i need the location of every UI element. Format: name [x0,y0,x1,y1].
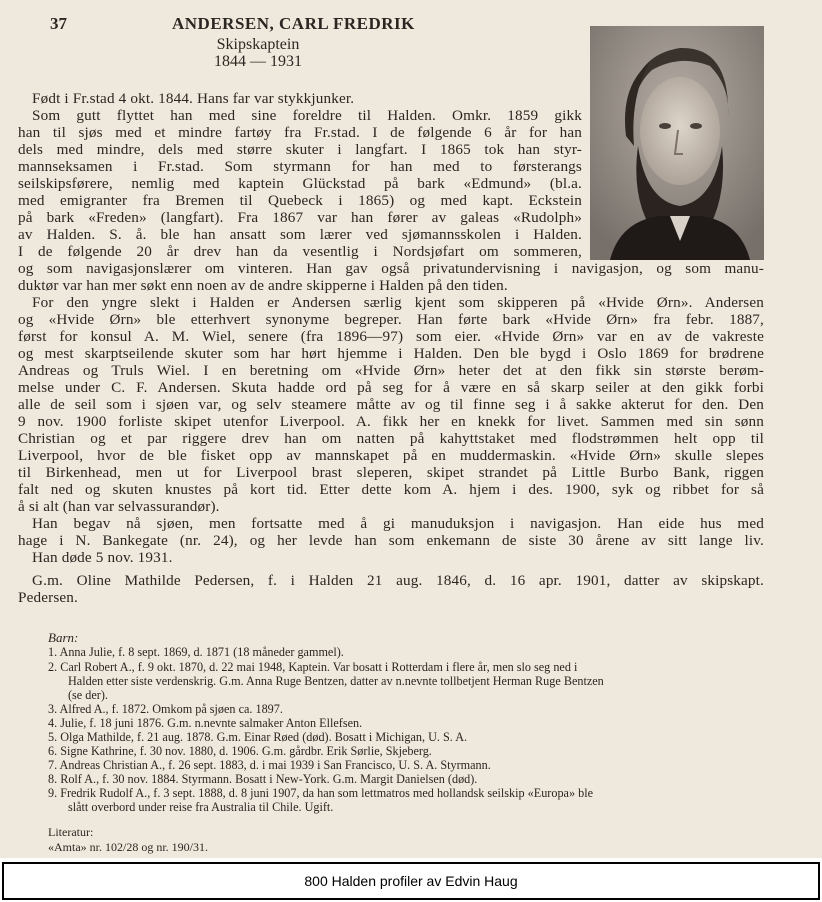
bio-line: dels med mindre, dels med større skuter i langfart. I 1865 tok han styr- [18,141,582,158]
child-line: 2. Carl Robert A., f. 9 okt. 1870, d. 22 mai 1948, Kaptein. Var bosatt i Rotterdam i flere år, men slo seg ned i [48,660,578,674]
child-line: 7. Andreas Christian A., f. 26 sept. 1883, d. i mai 1939 i San Francisco, U. S. A. Styrmann. [48,758,491,772]
bio-line: på bark «Freden» (langfart). Fra 1867 var han fører av galeas «Rudolph» [18,209,582,226]
children-heading: Barn: [48,630,79,645]
bio-line: Han begav nå sjøen, men fortsatte med å gi manuduksjon i navigasjon. Han eide hus med [32,515,764,532]
literature-heading: Literatur: [48,825,94,839]
child-line: 6. Signe Kathrine, f. 30 nov. 1880, d. 1906. G.m. gårdbr. Erik Sørlie, Skjeberg. [48,744,432,758]
bio-line: av Halden. S. å. ble han ansatt som lærer ved sjømannsskolen i Halden. [18,226,582,243]
bio-line: Født i Fr.stad 4 okt. 1844. Hans far var stykkjunker. [32,90,355,107]
child-line: 1. Anna Julie, f. 8 sept. 1869, d. 1871 (18 måneder gammel). [48,645,344,659]
child-line: 4. Julie, f. 18 juni 1876. G.m. n.nevnte salmaker Anton Ellefsen. [48,716,363,730]
child-line: slått overbord under reise fra Australia til Chile. Ugift. [68,800,334,814]
bio-line: først for konsul A. M. Wiel, senere (fra 1896—97) som eier. «Hvide Ørn» var en av de vakreste [18,328,764,345]
bio-line: Liverpool, hvor de ble fisket opp av mannskapet på en muddermaskin. «Hvide Ørn» skulle slepes [18,447,764,464]
caption-box [2,862,820,900]
bio-line: Han døde 5 nov. 1931. [32,549,173,566]
bio-line: hage i N. Bankegate (nr. 24), og her levde han som enkemann de siste 30 årene av sitt lange liv. [18,532,764,549]
bio-line: med emigranter fra Bremen til Quebeck i 1865) og med kapt. Eckstein [18,192,582,209]
bio-line: alle de seil som i sjøen var, og selv steamere måtte av og til finne seg i å sakke akterut for den. Den [18,396,764,413]
bio-line: Andreas og Truls Wiel. I en beretning om «Hvide Ørn» heter det at den fikk sin største berøm- [18,362,764,379]
bio-line: G.m. Oline Mathilde Pedersen, f. i Halden 21 aug. 1846, d. 16 apr. 1901, datter av skipskapt. [32,572,764,589]
child-line: (se der). [68,688,108,702]
bio-line: og «Hvide Ørn» ble etterhvert synonyme begreper. Han førte bark «Hvide Ørn» fra febr. 1887, [18,311,764,328]
bio-line: Pedersen. [18,589,78,606]
entry-number: 37 [50,14,67,33]
bio-line: og mest skarptseilende skuter som har hørt hjemme i Halden. Den ble bygd i Oslo 1869 for brødrene [18,345,764,362]
bio-line: seilskipsførere, nemlig med kaptein Glückstad på bark «Edmund» (bl.a. [18,175,582,192]
child-line: 8. Rolf A., f. 30 nov. 1884. Styrmann. Bosatt i New-York. G.m. Margit Danielsen (død). [48,772,478,786]
portrait-photo [590,26,764,260]
occupation: Skipskaptein [216,36,300,53]
bio-line: 9 nov. 1900 forliste skipet utenfor Liverpool. A. fikk her en knekk for livet. Sammen med sin sønn [18,413,764,430]
bio-line: For den yngre slekt i Halden er Andersen særlig kjent som skipperen på «Hvide Ørn». Andersen [32,294,764,311]
bio-line: duktør var han mer søkt enn noen av de andre skipperne i Halden på den tiden. [18,277,508,294]
bio-line: melse under C. F. Andersen. Skuta hadde ord på seg for å være en så skarp seiler at den gikk forbi [18,379,764,396]
bio-line: Christian og et par riggere drev han om natten på kahyttstaket med flodstrømmen helt opp til [18,430,764,447]
bio-line: Som gutt flyttet han med sine foreldre til Halden. Omkr. 1859 gikk [32,107,582,124]
person-name: ANDERSEN, CARL FREDRIK [172,14,415,33]
bio-line: til Birkenhead, men ut for Liverpool brast sleperen, skipet strandet på Little Burbo Bank, riggen [18,464,764,481]
literature-reference: «Amta» nr. 102/28 og nr. 190/31. [48,840,208,854]
bio-line: mannseksamen i Fr.stad. Som styrmann for han med to førsterangs [18,158,582,175]
bio-line: han til sjøs med et mindre fartøy fra Fr.stad. I de følgende 6 år for han [18,124,582,141]
life-years: 1844 — 1931 [214,53,302,70]
bio-line: I de følgende 20 år drev han da vesentlig i Nordsjøfart om sommeren, [18,243,582,260]
bio-line: å si alt (han var selvassurandør). [18,498,220,515]
bio-line: falt ned og skuten knustes på kort tid. Etter dette kom A. hjem i des. 1900, syk og ribbet for så [18,481,764,498]
child-line: Halden etter siste verdenskrig. G.m. Anna Ruge Bentzen, datter av n.nevnte tollbetjent Herman Ruge Bentzen [68,674,604,688]
bio-line: og som navigasjonslærer om vinteren. Han gav også privatundervisning i navigasjon, og som manu- [18,260,764,277]
child-line: 9. Fredrik Rudolf A., f. 3 sept. 1888, d. 8 juni 1907, da han som lettmatros med hollandsk seilskip «Europa» ble [48,786,593,800]
child-line: 3. Alfred A., f. 1872. Omkom på sjøen ca. 1897. [48,702,283,716]
caption-text: 800 Halden profiler av Edvin Haug [304,873,518,889]
child-line: 5. Olga Mathilde, f. 21 aug. 1878. G.m. Einar Røed (død). Bosatt i Michigan, U. S. A. [48,730,468,744]
